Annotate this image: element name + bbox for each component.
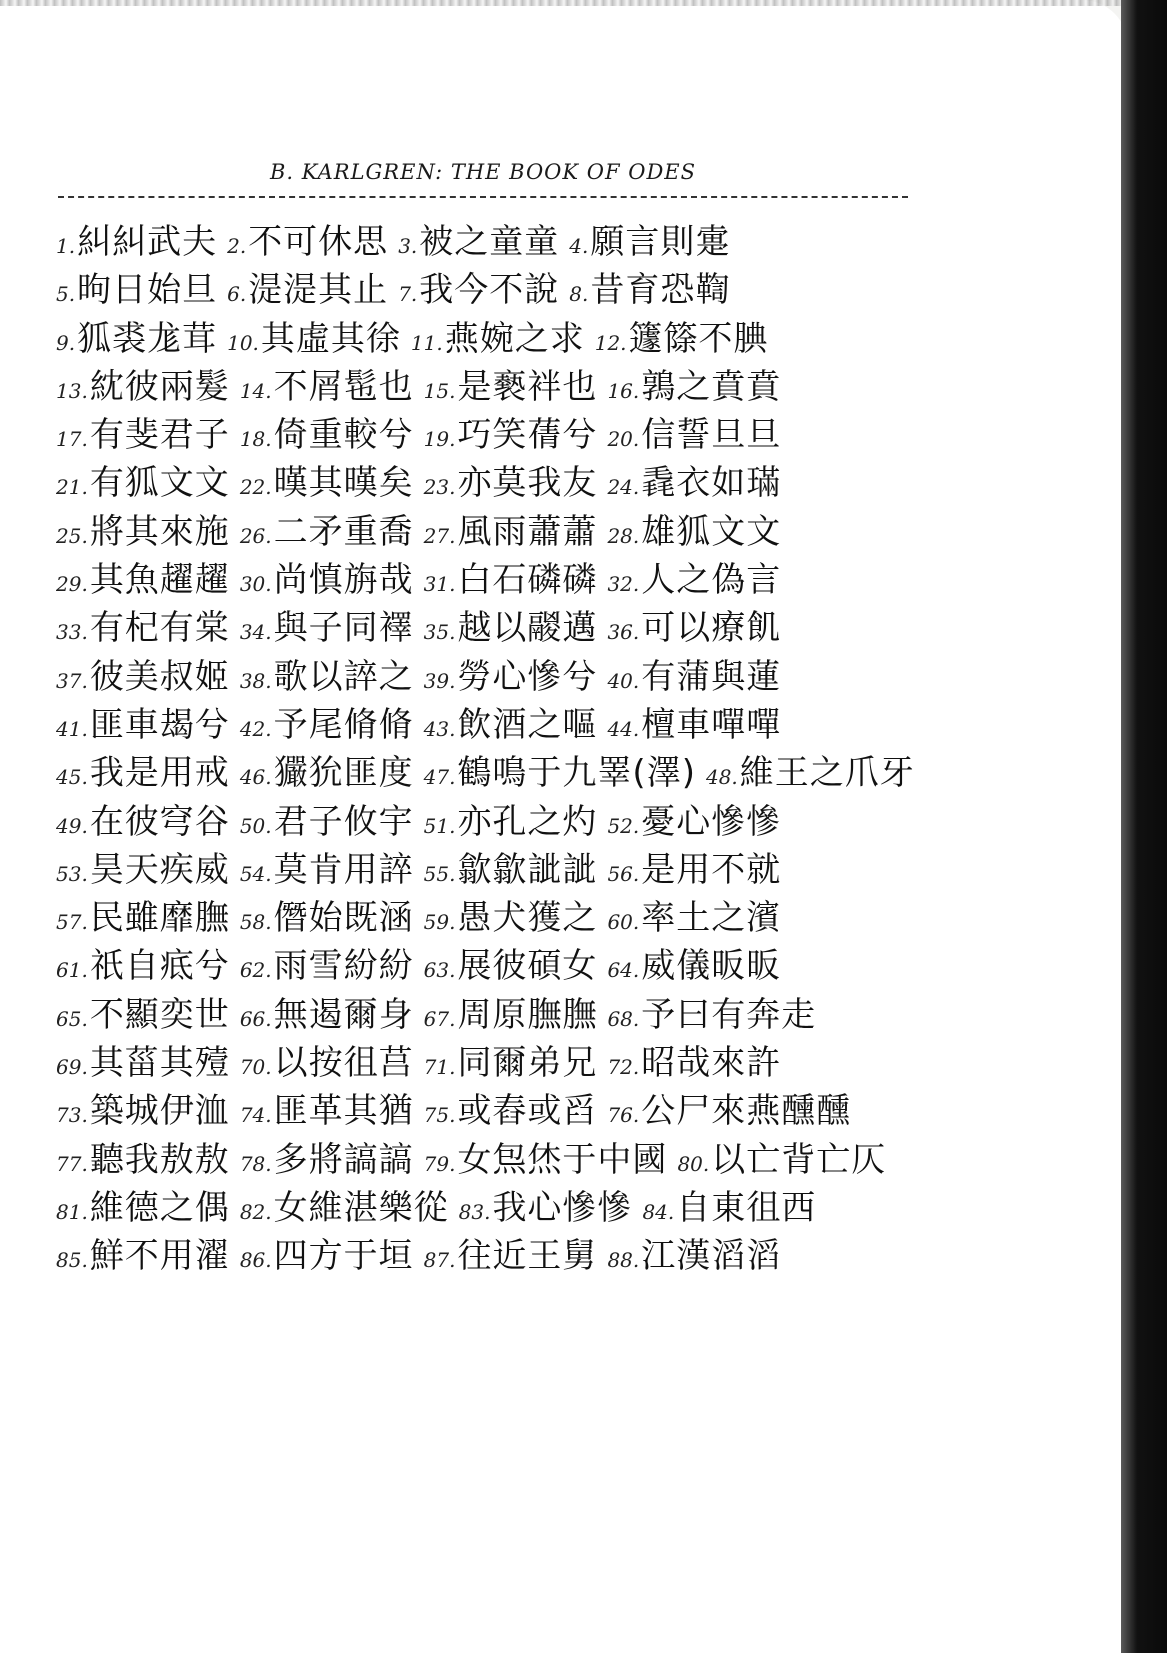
entry-text: 信誓旦旦 — [641, 415, 782, 456]
ode-entry — [56, 508, 230, 556]
entry-text: 展彼碩女 — [457, 946, 598, 987]
entry-text: 其虛其徐 — [260, 318, 401, 359]
entry-number: 83. — [458, 1199, 491, 1224]
entry-number: 42. — [239, 716, 272, 741]
entry-text: 歌以誶之 — [273, 656, 414, 697]
entry-text: 玁狁匪度 — [273, 753, 414, 794]
entry-number: 25. — [56, 523, 88, 548]
entry-number: 3. — [398, 234, 418, 258]
entry-number: 46. — [239, 765, 272, 790]
ode-line — [56, 894, 916, 942]
entry-number: 35. — [423, 620, 456, 645]
ode-entry — [607, 798, 781, 846]
entry-number: 47. — [423, 765, 456, 790]
entry-text: 無遏爾身 — [273, 994, 414, 1035]
entry-text: 白石磷磷 — [457, 560, 598, 601]
entry-number: 68. — [607, 1006, 640, 1031]
entry-text: 以亡背亡仄 — [711, 1139, 887, 1180]
entry-number: 62. — [239, 958, 272, 983]
ode-entry — [607, 411, 781, 459]
entry-text: 有蒲與蓮 — [641, 656, 782, 697]
entry-text: 鶴鳴于九睪(澤) — [457, 753, 696, 794]
ode-line — [56, 846, 916, 894]
ode-entry — [424, 942, 598, 990]
ode-entry — [56, 1184, 230, 1232]
entry-number: 48. — [705, 765, 738, 790]
entry-number: 9. — [56, 330, 76, 355]
ode-entry — [607, 846, 781, 894]
entry-number: 28. — [607, 523, 640, 548]
entry-number: 23. — [423, 475, 456, 500]
entry-text: 有斐君子 — [89, 415, 230, 456]
entry-number: 15. — [423, 378, 456, 403]
ode-line — [56, 701, 916, 749]
entry-text: 雄狐文文 — [641, 511, 782, 552]
entry-text: 不屑髢也 — [273, 366, 414, 407]
entry-text: 彼美叔姬 — [89, 656, 230, 697]
ode-line — [56, 218, 916, 266]
entry-number: 4. — [569, 234, 589, 258]
ode-entry — [240, 556, 414, 604]
entry-number: 49. — [56, 813, 88, 838]
ode-line — [56, 1039, 916, 1087]
ode-entry — [569, 266, 730, 314]
entry-number: 14. — [239, 378, 272, 403]
ode-entry — [411, 315, 585, 363]
entry-text: 狐裘尨茸 — [77, 318, 218, 359]
entry-number: 7. — [398, 282, 418, 307]
entry-text: 二矛重喬 — [273, 511, 414, 552]
entry-number: 79. — [423, 1151, 456, 1176]
entry-number: 82. — [239, 1199, 272, 1224]
entry-text: 尚慎旃哉 — [273, 560, 414, 601]
entry-number: 33. — [56, 620, 88, 645]
ode-entry — [398, 218, 559, 266]
ode-line — [56, 1136, 916, 1184]
entry-text: 被之童童 — [419, 222, 560, 262]
entry-text: 僭始既涵 — [273, 898, 414, 939]
ode-entry — [424, 991, 598, 1039]
entry-number: 54. — [239, 861, 272, 886]
ode-entry — [240, 508, 414, 556]
entry-text: 可以療飢 — [641, 608, 782, 649]
ode-entry — [398, 266, 559, 314]
entry-text: 予曰有奔走 — [641, 994, 817, 1035]
ode-entry — [424, 1087, 598, 1135]
entry-text: 多將謞謞 — [273, 1139, 414, 1180]
ode-entry — [642, 1184, 816, 1232]
ode-entry — [424, 1136, 668, 1184]
ode-line — [56, 266, 916, 314]
ode-entry — [56, 701, 230, 749]
entry-number: 73. — [56, 1103, 88, 1128]
entry-text: 檀車嘽嘽 — [641, 704, 782, 745]
entry-text: 予尾脩脩 — [273, 704, 414, 745]
entry-text: 其魚趯趯 — [89, 560, 230, 601]
entry-number: 27. — [423, 523, 456, 548]
entry-text: 人之偽言 — [641, 560, 782, 601]
entry-number: 20. — [607, 427, 640, 452]
entry-number: 5. — [56, 282, 76, 307]
entry-number: 81. — [56, 1199, 88, 1224]
entry-text: 威儀昄昄 — [641, 946, 782, 987]
ode-entry — [240, 894, 414, 942]
entry-number: 39. — [423, 668, 456, 693]
ode-entry — [56, 363, 230, 411]
ode-entry — [240, 846, 414, 894]
ode-entry — [56, 604, 230, 652]
ode-entry — [56, 749, 230, 797]
entry-text: 鶉之賁賁 — [641, 366, 782, 407]
entry-number: 38. — [239, 668, 272, 693]
ode-entry — [240, 1087, 414, 1135]
entry-number: 78. — [239, 1151, 272, 1176]
ode-entry — [56, 653, 230, 701]
ode-entry — [706, 749, 915, 797]
entry-text: 江漢滔滔 — [641, 1236, 782, 1277]
ode-entry — [56, 798, 230, 846]
entry-number: 10. — [227, 330, 259, 355]
entry-text: 自東徂西 — [676, 1187, 817, 1228]
entry-number: 41. — [56, 716, 88, 741]
entry-number: 8. — [569, 282, 589, 307]
entry-number: 52. — [607, 813, 640, 838]
entry-text: 君子攸宇 — [273, 801, 414, 842]
ode-entry — [227, 315, 401, 363]
ode-entry — [424, 556, 598, 604]
ode-entry — [56, 1136, 230, 1184]
ode-line — [56, 411, 916, 459]
ode-entry — [607, 508, 781, 556]
entry-text: 我心慘慘 — [492, 1187, 633, 1228]
entry-number: 43. — [423, 716, 456, 741]
entry-text: 越以鬷邁 — [457, 608, 598, 649]
entry-number: 26. — [239, 523, 272, 548]
entry-text: 風雨蕭蕭 — [457, 511, 598, 552]
ode-entry — [424, 459, 598, 507]
ode-entry — [424, 653, 598, 701]
entry-number: 61. — [56, 958, 88, 983]
entry-number: 21. — [56, 475, 88, 500]
entry-text: 以按徂莒 — [273, 1043, 414, 1084]
ode-entry — [607, 991, 816, 1039]
entry-text: 願言則疐 — [590, 222, 731, 262]
entry-number: 76. — [607, 1103, 640, 1128]
ode-entry — [227, 218, 388, 266]
entry-text: 愚犬獲之 — [457, 898, 598, 939]
entry-number: 11. — [410, 330, 443, 355]
ode-entry — [240, 701, 414, 749]
ode-entry — [56, 411, 230, 459]
entry-number: 24. — [607, 475, 640, 500]
ode-entry — [607, 1039, 781, 1087]
ode-entry — [240, 1136, 414, 1184]
ode-entry — [424, 846, 598, 894]
entry-text: 同爾弟兄 — [457, 1043, 598, 1084]
scan-top-edge — [0, 0, 1128, 6]
entry-number: 31. — [423, 572, 456, 597]
entry-text: 燕婉之求 — [444, 318, 585, 359]
entry-number: 19. — [423, 427, 456, 452]
entry-number: 13. — [56, 378, 88, 403]
ode-entry — [424, 363, 598, 411]
entry-text: 率土之濱 — [641, 898, 782, 939]
running-head — [58, 160, 908, 184]
entry-number: 71. — [423, 1055, 456, 1080]
entry-number: 45. — [56, 765, 88, 790]
entry-number: 32. — [607, 572, 640, 597]
ode-entry — [56, 942, 230, 990]
ode-entry — [56, 894, 230, 942]
ode-entry — [56, 1232, 230, 1280]
ode-entry — [607, 604, 781, 652]
ode-line — [56, 991, 916, 1039]
entry-text: 四方于垣 — [273, 1236, 414, 1277]
ode-entry — [607, 894, 781, 942]
entry-text: 不顯奕世 — [89, 994, 230, 1035]
entry-number: 84. — [642, 1199, 675, 1224]
header-rule — [58, 196, 908, 198]
entry-text: 雨雪紛紛 — [273, 946, 414, 987]
entry-number: 57. — [56, 910, 88, 935]
ode-entry — [424, 894, 598, 942]
entry-text: 巧笑蒨兮 — [457, 415, 598, 456]
ode-entry — [240, 363, 414, 411]
entry-text: 暵其暵矣 — [273, 463, 414, 504]
ode-line — [56, 1184, 916, 1232]
entry-number: 88. — [607, 1248, 640, 1273]
ode-entry — [240, 653, 414, 701]
entry-text: 維王之爪牙 — [739, 753, 915, 794]
entry-text: 毳衣如璊 — [641, 463, 782, 504]
ode-entry — [569, 218, 730, 266]
entry-text: 勞心慘兮 — [457, 656, 598, 697]
entry-text: 莫肯用誶 — [273, 849, 414, 890]
entry-number: 58. — [239, 910, 272, 935]
ode-entry — [56, 991, 230, 1039]
entry-text: 是褻袢也 — [457, 366, 598, 407]
entry-number: 30. — [239, 572, 272, 597]
entry-text: 糾糾武夫 — [77, 222, 218, 262]
ode-entry — [607, 556, 781, 604]
entry-number: 74. — [239, 1103, 272, 1128]
entry-text: 是用不就 — [641, 849, 782, 890]
entry-text: 飲酒之嘔 — [457, 704, 598, 745]
entry-text: 其菑其殪 — [89, 1043, 230, 1084]
ode-entry — [56, 846, 230, 894]
ode-line — [56, 798, 916, 846]
ode-entry — [459, 1184, 633, 1232]
ode-line — [56, 556, 916, 604]
ode-entry — [240, 411, 414, 459]
ode-entry — [424, 604, 598, 652]
entry-number: 6. — [227, 282, 247, 307]
entry-number: 18. — [239, 427, 272, 452]
entry-text: 公尸來燕醺醺 — [641, 1091, 852, 1132]
ode-line — [56, 604, 916, 652]
entry-text: 匪革其猶 — [273, 1091, 414, 1132]
entry-number: 69. — [56, 1055, 88, 1080]
entry-text: 昫日始旦 — [77, 270, 218, 311]
entry-number: 17. — [56, 427, 88, 452]
ode-entry — [424, 701, 598, 749]
ode-entry — [607, 363, 781, 411]
entry-number: 36. — [607, 620, 640, 645]
entry-text: 湜湜其止 — [248, 270, 389, 311]
ode-entry — [607, 942, 781, 990]
entry-text: 女維湛樂從 — [273, 1187, 449, 1228]
ode-entry — [56, 315, 217, 363]
entry-number: 60. — [607, 910, 640, 935]
entry-text: 鮮不用濯 — [89, 1236, 230, 1277]
entry-number: 34. — [239, 620, 272, 645]
entry-number: 55. — [423, 861, 456, 886]
ode-entry — [424, 1039, 598, 1087]
entry-text: 我是用戒 — [89, 753, 230, 794]
entry-text: 聽我敖敖 — [89, 1139, 230, 1180]
ode-entry — [56, 1039, 230, 1087]
ode-entry — [607, 459, 781, 507]
entry-number: 75. — [423, 1103, 456, 1128]
entry-text: 女炰烋于中國 — [457, 1139, 668, 1180]
entry-number: 77. — [56, 1151, 88, 1176]
ode-entry — [240, 604, 414, 652]
ode-entry — [607, 1087, 851, 1135]
ode-line — [56, 653, 916, 701]
entry-text: 籧篨不腆 — [628, 318, 769, 359]
ode-entry — [424, 508, 598, 556]
entry-number: 72. — [607, 1055, 640, 1080]
ode-entry — [607, 1232, 781, 1280]
entry-text: 紞彼兩髮 — [89, 366, 230, 407]
ode-entry — [240, 1232, 414, 1280]
ode-entry — [56, 459, 230, 507]
entry-text: 昊天疾威 — [89, 849, 230, 890]
entry-text: 有杞有棠 — [89, 608, 230, 649]
entry-number: 59. — [423, 910, 456, 935]
entry-number: 51. — [423, 813, 456, 838]
ode-entry — [424, 1232, 598, 1280]
ode-line — [56, 1087, 916, 1135]
ode-line — [56, 749, 916, 797]
entry-text: 昔育恐鞫 — [590, 270, 731, 311]
entry-text: 亦莫我友 — [457, 463, 598, 504]
ode-entry — [240, 798, 414, 846]
ode-entry — [677, 1136, 886, 1184]
entry-text: 與子同襗 — [273, 608, 414, 649]
entry-number: 65. — [56, 1006, 88, 1031]
entry-text: 倚重較兮 — [273, 415, 414, 456]
ode-entry — [240, 991, 414, 1039]
entry-number: 29. — [56, 572, 88, 597]
entry-text: 不可休思 — [248, 222, 389, 262]
entry-number: 63. — [423, 958, 456, 983]
entry-text: 往近王舅 — [457, 1236, 598, 1277]
ode-entry — [56, 266, 217, 314]
ode-entry — [424, 749, 696, 797]
ode-line — [56, 315, 916, 363]
ode-entry — [240, 749, 414, 797]
ode-line — [56, 363, 916, 411]
ode-entry — [240, 1039, 414, 1087]
entry-number: 80. — [677, 1151, 710, 1176]
entry-number: 1. — [56, 234, 76, 258]
entry-number: 50. — [239, 813, 272, 838]
ode-lines-list — [56, 218, 916, 1281]
entry-number: 53. — [56, 861, 88, 886]
entry-number: 44. — [607, 716, 640, 741]
ode-line — [56, 1232, 916, 1280]
ode-entry — [595, 315, 769, 363]
entry-number: 40. — [607, 668, 640, 693]
entry-number: 66. — [239, 1006, 272, 1031]
ode-entry — [424, 411, 598, 459]
ode-entry — [227, 266, 388, 314]
entry-text: 將其來施 — [89, 511, 230, 552]
ode-entry — [424, 798, 598, 846]
entry-text: 維德之偶 — [89, 1187, 230, 1228]
ode-line — [56, 459, 916, 507]
entry-text: 我今不說 — [419, 270, 560, 311]
entry-text: 築城伊洫 — [89, 1091, 230, 1132]
ode-entry — [56, 218, 217, 266]
entry-number: 67. — [423, 1006, 456, 1031]
entry-number: 22. — [239, 475, 272, 500]
entry-text: 或舂或舀 — [457, 1091, 598, 1132]
ode-entry — [56, 556, 230, 604]
entry-number: 16. — [607, 378, 640, 403]
ode-line — [56, 508, 916, 556]
entry-text: 匪車朅兮 — [89, 704, 230, 745]
ode-entry — [240, 942, 414, 990]
entry-text: 民雖靡膴 — [89, 898, 230, 939]
running-head-text: B. KARLGREN: THE BOOK OF ODES — [269, 160, 696, 184]
entry-number: 85. — [56, 1248, 88, 1273]
entry-text: 祇自疷兮 — [89, 946, 230, 987]
entry-number: 70. — [239, 1055, 272, 1080]
ode-line — [56, 942, 916, 990]
entry-text: 亦孔之灼 — [457, 801, 598, 842]
entry-number: 12. — [594, 330, 627, 355]
entry-number: 64. — [607, 958, 640, 983]
entry-number: 56. — [607, 861, 640, 886]
ode-entry — [240, 459, 414, 507]
entry-number: 86. — [239, 1248, 272, 1273]
entry-number: 2. — [227, 234, 247, 258]
entry-text: 昭哉來許 — [641, 1043, 782, 1084]
scan-edge-shadow — [1121, 0, 1167, 1653]
ode-entry — [56, 1087, 230, 1135]
entry-text: 在彼穹谷 — [89, 801, 230, 842]
entry-number: 87. — [423, 1248, 456, 1273]
entry-number: 37. — [56, 668, 88, 693]
entry-text: 憂心慘慘 — [641, 801, 782, 842]
entry-text: 周原膴膴 — [457, 994, 598, 1035]
ode-entry — [240, 1184, 449, 1232]
entry-text: 歙歙訿訿 — [457, 849, 598, 890]
ode-entry — [607, 701, 781, 749]
entry-text: 有狐文文 — [89, 463, 230, 504]
ode-entry — [607, 653, 781, 701]
